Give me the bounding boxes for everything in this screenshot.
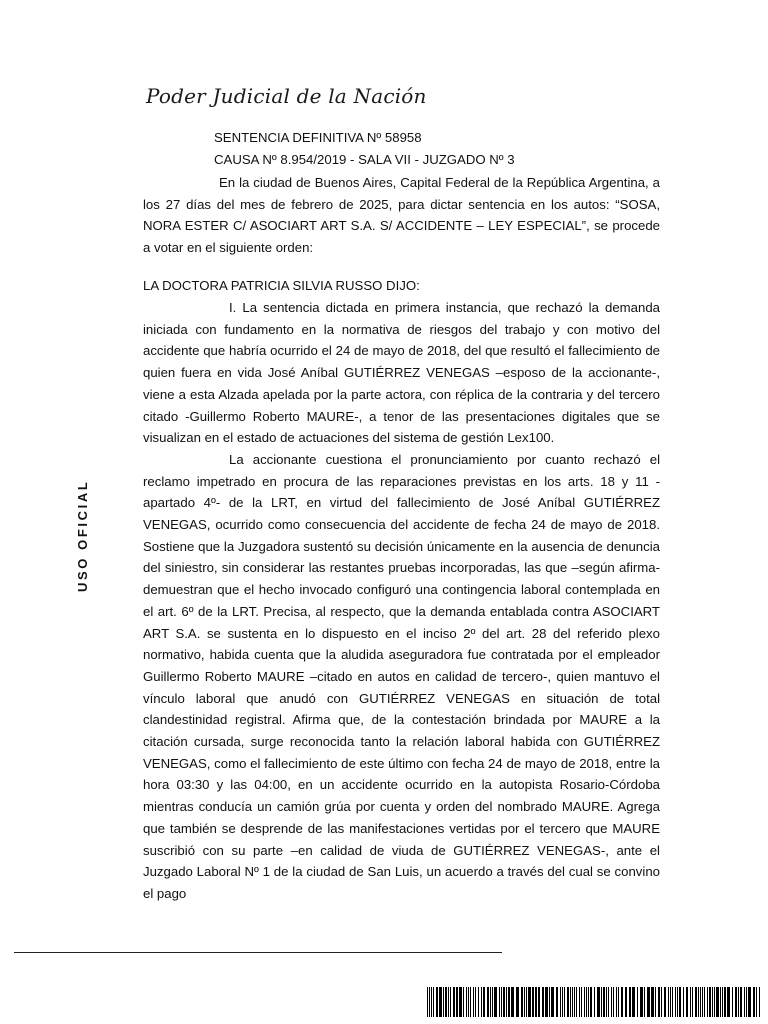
barcode-bar: [661, 987, 662, 1017]
barcode-bar: [456, 987, 458, 1017]
barcode-bar: [647, 987, 650, 1017]
barcode-bar: [606, 987, 607, 1017]
barcode-bar: [427, 987, 428, 1017]
barcode-bar: [521, 987, 523, 1017]
barcode-bar: [690, 987, 691, 1017]
barcode-bar: [722, 987, 723, 1017]
barcode-bar: [738, 987, 739, 1017]
barcode-bar: [466, 987, 467, 1017]
barcode-bar: [658, 987, 660, 1017]
barcode-bar: [475, 987, 476, 1017]
barcode-bar: [470, 987, 471, 1017]
barcode-bar: [675, 987, 676, 1017]
barcode-bar: [700, 987, 701, 1017]
barcode-bar: [603, 987, 605, 1017]
barcode-bar: [443, 987, 444, 1017]
barcode-bar: [618, 987, 619, 1017]
intro-block: [143, 172, 660, 259]
barcode-bar: [625, 987, 627, 1017]
barcode-bar: [528, 987, 531, 1017]
barcode-bar: [655, 987, 656, 1017]
barcode-bar: [584, 987, 585, 1017]
barcode-bar: [586, 987, 587, 1017]
barcode-bar: [499, 987, 500, 1017]
barcode-bar: [621, 987, 623, 1017]
barcode-bar: [562, 987, 563, 1017]
barcode-bar: [483, 987, 485, 1017]
barcode-bar: [492, 987, 493, 1017]
barcode-bar: [597, 987, 600, 1017]
barcode-bar: [459, 987, 462, 1017]
barcode-bar: [740, 987, 742, 1017]
barcode-bar: [490, 987, 491, 1017]
barcode-bar: [714, 987, 715, 1017]
barcode-bar: [732, 987, 733, 1017]
barcode-bar: [501, 987, 502, 1017]
barcode-bar: [433, 987, 434, 1017]
barcode-bar: [709, 987, 711, 1017]
barcode-bar: [695, 987, 697, 1017]
barcode-image: [427, 987, 760, 1017]
barcode-bar: [473, 987, 474, 1017]
barcode-bar: [679, 987, 681, 1017]
barcode-bar: [570, 987, 571, 1017]
barcode-bar: [581, 987, 582, 1017]
barcode-bar: [574, 987, 575, 1017]
barcode-bar: [724, 987, 726, 1017]
barcode-bar: [594, 987, 595, 1017]
barcode-bar: [545, 987, 548, 1017]
barcode-bar: [707, 987, 708, 1017]
barcode-bar: [526, 987, 527, 1017]
barcode-bar: [748, 987, 751, 1017]
barcode-bar: [439, 987, 442, 1017]
barcode-bar: [431, 987, 432, 1017]
paragraph-2: La accionante cuestiona el pronunciamiento por cuanto rechazó el reclamo impetrado en procura de las reparaciones previstas en los arts. 18 y 11 -apartado 4º- de la LRT, en virtud del fallecimiento de José Aníbal GUTIÉRREZ VENEGAS, ocurrido como consecuencia del accidente de fecha 24 de mayo de 2018. Sostiene que la Juzgadora sustentó su decisión únicamente en la ausencia de denuncia del siniestro, sin considerar las restantes pruebas incorporadas, las que –según afirma- demuestran que el hecho invocado configuró una contingencia laboral contemplada en el art. 6º de la LRT. Precisa, al respecto, que la demanda entablada contra ASOCIART ART S.A. se sustenta en lo dispuesto en el inciso 2º del art. 28 del referido plexo normativo, habida cuenta que la aludida aseguradora fue contratada por el empleador Guillermo Roberto MAURE –citado en autos en calidad de tercero-, quien mantuvo el vínculo laboral que anudó con GUTIÉRREZ VENEGAS en situación de total clandestinidad registral. Afirma que, de la contestación brindada por MAURE a la citación cursada, surge reconocida tanto la relación laboral habida con GUTIÉRREZ VENEGAS, como el fallecimiento de este último con fecha 24 de mayo de 2018, entre la hora 03:30 y las 04:00, en un accidente ocurrido en la autopista Rosario-Córdoba mientras conducía un camión grúa por cuenta y orden del nombrado MAURE. Agrega que también se desprende de las manifestaciones vertidas por el tercero que MAURE suscribió con su parte –en calidad de viuda de GUTIÉRREZ VENEGAS-, ante el Juzgado Laboral Nº 1 de la ciudad de San Luis, un acuerdo a través del cual se convino el pago: [143, 451, 660, 901]
section-heading: LA DOCTORA PATRICIA SILVIA RUSSO DIJO:: [143, 278, 420, 293]
sentence-number: SENTENCIA DEFINITIVA Nº 58958: [214, 130, 422, 145]
footer-rule: [14, 952, 502, 953]
side-stamp: USO OFICIAL: [75, 479, 90, 592]
barcode-bar: [445, 987, 447, 1017]
barcode-bar: [735, 987, 737, 1017]
barcode-bar: [564, 987, 565, 1017]
barcode-bar: [670, 987, 671, 1017]
barcode-bar: [601, 987, 602, 1017]
barcode-bar: [579, 987, 580, 1017]
body-block: [143, 297, 660, 905]
barcode-bar: [436, 987, 438, 1017]
barcode-bar: [613, 987, 614, 1017]
case-number: CAUSA Nº 8.954/2019 - SALA VII - JUZGADO Nº 3: [214, 152, 515, 167]
barcode-bar: [668, 987, 669, 1017]
barcode-bar: [704, 987, 705, 1017]
barcode-bar: [590, 987, 592, 1017]
barcode-bar: [702, 987, 703, 1017]
barcode-bar: [478, 987, 479, 1017]
barcode-bar: [448, 987, 449, 1017]
barcode-bar: [651, 987, 654, 1017]
barcode-bar: [551, 987, 554, 1017]
barcode-bar: [538, 987, 540, 1017]
barcode-bar: [744, 987, 745, 1017]
barcode-bar: [549, 987, 550, 1017]
barcode-bar: [567, 987, 569, 1017]
barcode-bar: [698, 987, 699, 1017]
barcode-bar: [611, 987, 612, 1017]
barcode-bar: [712, 987, 713, 1017]
barcode-bar: [588, 987, 589, 1017]
barcode-bar: [692, 987, 693, 1017]
barcode-bar: [683, 987, 684, 1017]
barcode-bar: [616, 987, 617, 1017]
barcode-bar: [640, 987, 643, 1017]
barcode-bar: [524, 987, 525, 1017]
barcode-bar: [759, 987, 760, 1017]
barcode-bar: [632, 987, 635, 1017]
barcode-bar: [608, 987, 609, 1017]
barcode-bar: [664, 987, 666, 1017]
barcode-bar: [511, 987, 514, 1017]
barcode-bar: [637, 987, 638, 1017]
paragraph-1: I. La sentencia dictada en primera instancia, que rechazó la demanda iniciada con fundamento en la normativa de riesgos del trabajo y con motivo del accidente que habría ocurrido el 24 de mayo de 2018, del que resultó el fallecimiento de quien fuera en vida José Aníbal GUTIÉRREZ VENEGAS –esposo de la accionante-, viene a esta Alzada apelada por la parte actora, con réplica de la contraria y del tercero citado -Guillermo Roberto MAURE-, a tenor de las presentaciones digitales que se visualizan en el estado de actuaciones del sistema de gestión Lex100.: [143, 300, 660, 446]
intro-paragraph: En la ciudad de Buenos Aires, Capital Federal de la República Argentina, a los 27 días del mes de febrero de 2025, para dictar sentencia en los autos: “SOSA, NORA ESTER C/ ASOCIART ART S.A. S/ ACCIDENTE – LEY ESPECIAL”, se procede a votar en el siguiente orden:: [143, 175, 660, 256]
barcode-bar: [481, 987, 482, 1017]
barcode-bar: [720, 987, 721, 1017]
barcode-bar: [503, 987, 505, 1017]
barcode-bar: [508, 987, 510, 1017]
barcode-bar: [716, 987, 719, 1017]
barcode-bar: [686, 987, 688, 1017]
barcode-bar: [672, 987, 673, 1017]
barcode-bar: [727, 987, 730, 1017]
barcode-bar: [753, 987, 755, 1017]
barcode-bar: [494, 987, 497, 1017]
barcode-bar: [450, 987, 451, 1017]
barcode-bar: [560, 987, 561, 1017]
barcode-bar: [542, 987, 544, 1017]
barcode-bar: [516, 987, 519, 1017]
barcode-bar: [629, 987, 631, 1017]
barcode-bar: [535, 987, 537, 1017]
barcode-bar: [506, 987, 507, 1017]
header-title: Poder Judicial de la Nación: [146, 84, 427, 108]
barcode-bar: [468, 987, 469, 1017]
barcode-bar: [487, 987, 489, 1017]
barcode-bar: [576, 987, 577, 1017]
barcode-bar: [429, 987, 430, 1017]
barcode-bar: [677, 987, 678, 1017]
barcode-bar: [756, 987, 757, 1017]
barcode-bar: [572, 987, 573, 1017]
barcode-bar: [644, 987, 645, 1017]
barcode-bar: [532, 987, 534, 1017]
barcode-bar: [453, 987, 455, 1017]
barcode-bar: [556, 987, 558, 1017]
barcode-bar: [746, 987, 747, 1017]
barcode-bar: [463, 987, 464, 1017]
